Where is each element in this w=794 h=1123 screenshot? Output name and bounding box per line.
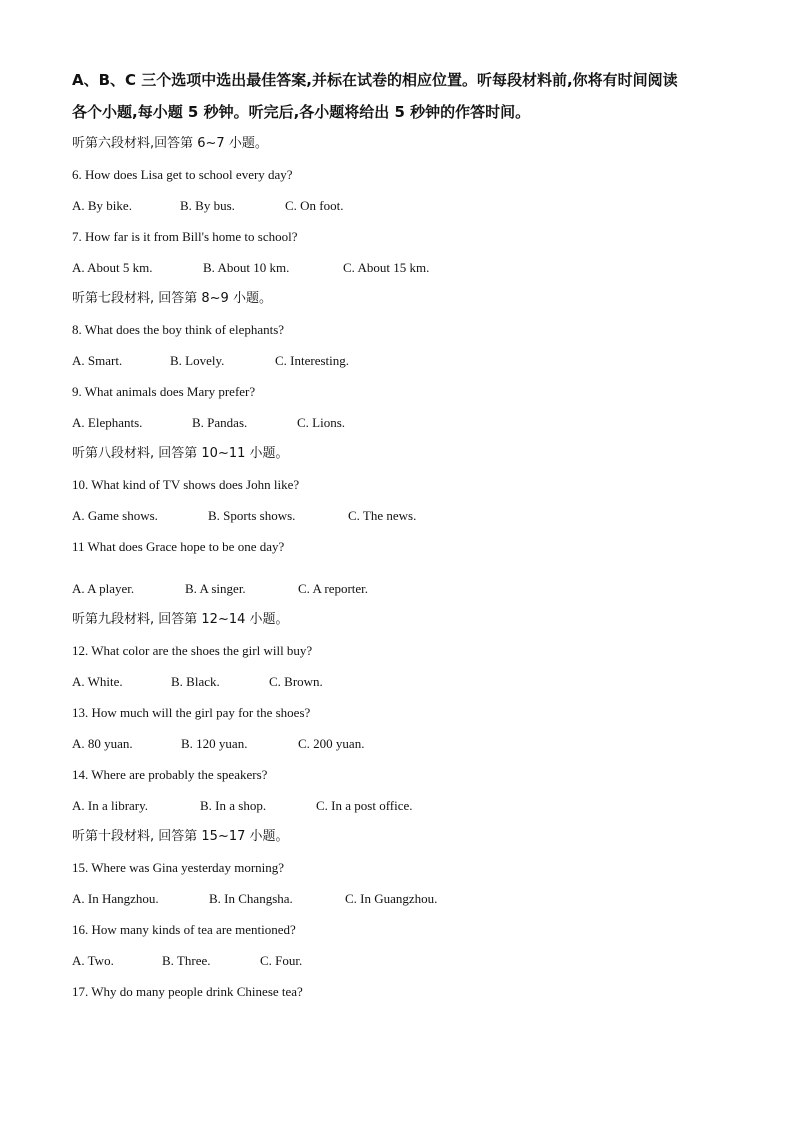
option-6c[interactable]: C. On foot. (285, 198, 344, 213)
option-13c[interactable]: C. 200 yuan. (298, 736, 365, 751)
option-8b[interactable]: B. Lovely. (170, 353, 225, 368)
instructions-line-1: A、B、C 三个选项中选出最佳答案,并标在试卷的相应位置。听每段材料前,你将有时间阅读 (72, 71, 678, 89)
question-9: 9. What animals does Mary prefer? (72, 384, 256, 399)
option-15c[interactable]: C. In Guangzhou. (345, 891, 438, 906)
options-12 (72, 666, 732, 697)
option-14c[interactable]: C. In a post office. (316, 798, 413, 813)
option-10a[interactable]: A. Game shows. (72, 508, 158, 523)
options-15 (72, 883, 732, 914)
option-7a[interactable]: A. About 5 km. (72, 260, 153, 275)
question-14: 14. Where are probably the speakers? (72, 767, 268, 782)
option-9c[interactable]: C. Lions. (297, 415, 346, 430)
section-header-7: 听第七段材料, 回答第 8~9 小题。 (72, 291, 272, 306)
option-6a[interactable]: A. By bike. (72, 198, 132, 213)
options-8 (72, 345, 732, 376)
instructions (72, 64, 732, 128)
section-header-8: 听第八段材料, 回答第 10~11 小题。 (72, 446, 289, 461)
option-10c[interactable]: C. The news. (348, 508, 417, 523)
question-13: 13. How much will the girl pay for the shoes? (72, 705, 311, 720)
options-11 (72, 573, 732, 604)
question-8: 8. What does the boy think of elephants? (72, 322, 285, 337)
options-14 (72, 790, 732, 821)
instructions-line-2: 各个小题,每小题 5 秒钟。听完后,各小题将给出 5 秒钟的作答时间。 (72, 103, 531, 121)
section-header-9: 听第九段材料, 回答第 12~14 小题。 (72, 612, 289, 627)
options-7 (72, 252, 732, 283)
question-7: 7. How far is it from Bill's home to school? (72, 229, 298, 244)
option-7b[interactable]: B. About 10 km. (203, 260, 290, 275)
option-13a[interactable]: A. 80 yuan. (72, 736, 133, 751)
options-6 (72, 190, 732, 221)
option-8a[interactable]: A. Smart. (72, 353, 123, 368)
option-15a[interactable]: A. In Hangzhou. (72, 891, 159, 906)
option-13b[interactable]: B. 120 yuan. (181, 736, 248, 751)
question-11: 11 What does Grace hope to be one day? (72, 539, 285, 554)
section-header-6: 听第六段材料,回答第 6~7 小题。 (72, 136, 268, 151)
option-11b[interactable]: B. A singer. (185, 581, 246, 596)
option-7c[interactable]: C. About 15 km. (343, 260, 430, 275)
option-11a[interactable]: A. A player. (72, 581, 135, 596)
option-16b[interactable]: B. Three. (162, 953, 211, 968)
section-header-10: 听第十段材料, 回答第 15~17 小题。 (72, 829, 289, 844)
question-12: 12. What color are the shoes the girl will buy? (72, 643, 313, 658)
option-15b[interactable]: B. In Changsha. (209, 891, 293, 906)
options-10 (72, 500, 732, 531)
option-10b[interactable]: B. Sports shows. (208, 508, 296, 523)
option-8c[interactable]: C. Interesting. (275, 353, 350, 368)
option-12a[interactable]: A. White. (72, 674, 123, 689)
option-9a[interactable]: A. Elephants. (72, 415, 143, 430)
option-14b[interactable]: B. In a shop. (200, 798, 267, 813)
options-9 (72, 407, 732, 438)
question-15: 15. Where was Gina yesterday morning? (72, 860, 285, 875)
question-list (72, 128, 732, 1007)
options-13 (72, 728, 732, 759)
question-6: 6. How does Lisa get to school every day? (72, 167, 293, 182)
option-16a[interactable]: A. Two. (72, 953, 114, 968)
question-17: 17. Why do many people drink Chinese tea? (72, 984, 303, 999)
question-10: 10. What kind of TV shows does John like? (72, 477, 300, 492)
options-16 (72, 945, 732, 976)
option-11c[interactable]: C. A reporter. (298, 581, 369, 596)
option-6b[interactable]: B. By bus. (180, 198, 235, 213)
option-14a[interactable]: A. In a library. (72, 798, 149, 813)
option-12c[interactable]: C. Brown. (269, 674, 323, 689)
option-12b[interactable]: B. Black. (171, 674, 220, 689)
option-9b[interactable]: B. Pandas. (192, 415, 248, 430)
option-16c[interactable]: C. Four. (260, 953, 303, 968)
question-16: 16. How many kinds of tea are mentioned? (72, 922, 296, 937)
